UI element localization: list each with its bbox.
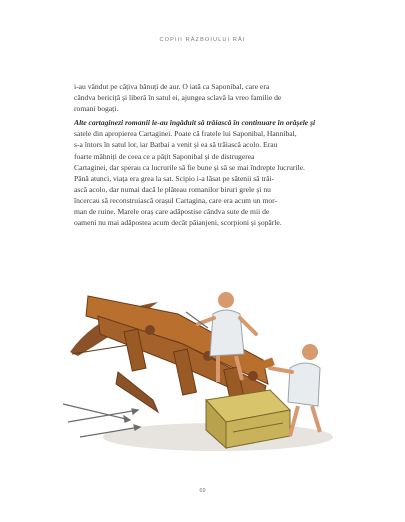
ballista-illustration [58, 272, 348, 462]
running-head: COPIII RĂZBOIULUI RĂI [159, 37, 246, 43]
text-line: Alte cartaginezi romanii le-au îngăduit să trăiască în continuare în orășele și [74, 118, 316, 128]
text-line: Până atunci, viața era grea la sat. Scipio i-a lăsat pe sătenii să trăi- [74, 173, 275, 183]
text-line: Cartaginei, dar sperau ca lucrurile să fie bune și să se mai îndrepte lucrurile. [74, 162, 305, 172]
text-line: romani bogați. [74, 104, 119, 114]
text-line: satele din apropierea Cartaginei. Poate că fratele lui Saponibal, Hannibal, [74, 129, 297, 139]
text-line: ască acolo, dar numai dacă le plăteau romanilor biruri grele și nu [74, 184, 271, 194]
text-line: man de ruine. Marele oraș care adăpostise cândva sute de mii de [74, 207, 270, 217]
text-line: încercau să reconstruiască orașul Cartagina, care era acum un mor- [74, 195, 278, 205]
text-line: oameni nu mai adăpostea acum decât păianjeni, scorpioni și șopârle. [74, 218, 282, 228]
page-number: 69 [199, 488, 206, 494]
text-line: i-au vândut pe câțiva bănuți de aur. O iată ca Saponibal, care era [74, 82, 270, 91]
text-line: cândva bericiță și liberă în satul ei, ajungea sclavă la vreo familie de [74, 93, 282, 103]
body-text [74, 81, 336, 228]
text-line: foarte mâhniți de ceea ce a pățit Saponibal și de distrugerea [74, 151, 255, 161]
text-line: s-a întors în satul lor, iar Batbai a venit și ea să trăiască acolo. Erau [74, 140, 278, 150]
